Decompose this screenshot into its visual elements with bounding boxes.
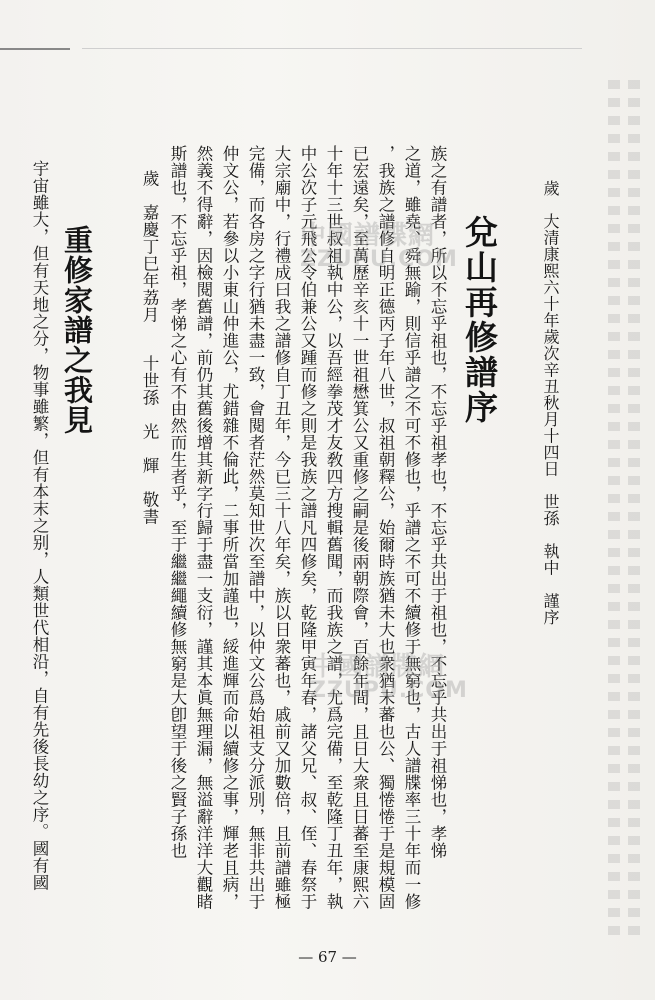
body-column-11: 斯譜也，不忘乎祖，孝悌之心有不由然而生者乎，至于繼繼繩續修無窮是大卽望于後之賢子孫也 <box>168 145 187 859</box>
body-column-2: 之道，雖堯、舜無踰，則信乎譜之不可不修也，乎譜之不可不續修于無窮也，古人譜牒率三十年而一修 <box>402 145 421 910</box>
watermark-cn-top: 中國譜牒網 <box>300 221 436 251</box>
watermark-url-bottom: ZZUPU.COM <box>310 678 468 703</box>
header-rule-light <box>82 48 582 49</box>
date-line: 歲 大清康熙六十年歲次辛丑秋月十四日 世孫 執中 謹序 <box>541 180 560 626</box>
bleed-through-text-right-2 <box>608 80 620 940</box>
page-number: — 67 — <box>298 948 357 966</box>
watermark-url-top: ZZUPU.COM <box>300 247 458 272</box>
header-rule <box>0 48 70 50</box>
body-column-8: 完備，而各房之字行猶未盡一致，會閱者茫然莫知世次至譜中，以仲文公爲始祖支分派別，無非共出于 <box>246 145 265 910</box>
body-column-4: 已宏遠矣，至萬歷辛亥十一世祖懋箕公又重修之嗣是後兩朝際會，百餘年間，且日大衆且日蕃至康熙六 <box>350 145 369 910</box>
body-column-1: 族之有譜者，所以不忘乎祖也，不忘乎祖孝也，不忘乎共出于祖也，不忘乎共出于祖悌也，孝悌 <box>428 145 447 859</box>
signature-name: 十世孫 光 輝 敬書 <box>140 355 159 525</box>
body-column-5: 十年十三世叔祖執中公，以吾經拳茂才友敎四方搜輯舊聞，而我族之譜，尤爲完備，至乾隆丁丑年，執 <box>324 145 343 910</box>
bleed-through-text-right <box>628 80 640 940</box>
body-column-10: 然義不得辭，因檢閱舊譜，前仍其舊後增其新字行歸于盡一支衍，謹其本眞無理漏，無溢辭洋洋大觀睹 <box>194 145 213 910</box>
watermark-cn-bottom: 中國譜牒網 <box>310 652 446 682</box>
body-column-7: 大宗廟中，行禮成曰我之譜修自丁丑年，今已三十八年矣，族以日衆蕃也，戚前又加數倍，且前譜雖極 <box>272 145 291 910</box>
second-section-title: 重修家譜之我見 <box>60 225 94 435</box>
body-column-9: 仲文公，若參以小東山仲進公，尤錯雜不倫此，二事所當加謹也，綏進輝而命以續修之事，輝老且病， <box>220 145 239 910</box>
body-column-3: ，我族之譜修自明正德丙子年八世，叔祖朝釋公，始爾時族猶未大也衆猶未蕃也公、獨惓惓于是規模固 <box>376 145 395 910</box>
body-column-6: 中公次子元飛公令伯兼公又踵而修之則是我族之譜凡四修矣，乾隆甲寅年春，諸父兄、叔、侄、春祭于 <box>298 145 317 910</box>
signature-date: 歲 嘉慶丁巳年荔月 <box>140 170 159 323</box>
second-section-column-1: 宇宙雖大，但有天地之分，物事雖繁，但有本末之别，人類世代相沿，自有先後長幼之序。國有國 <box>30 160 49 891</box>
section-title: 兌山再修譜序 <box>460 215 499 425</box>
